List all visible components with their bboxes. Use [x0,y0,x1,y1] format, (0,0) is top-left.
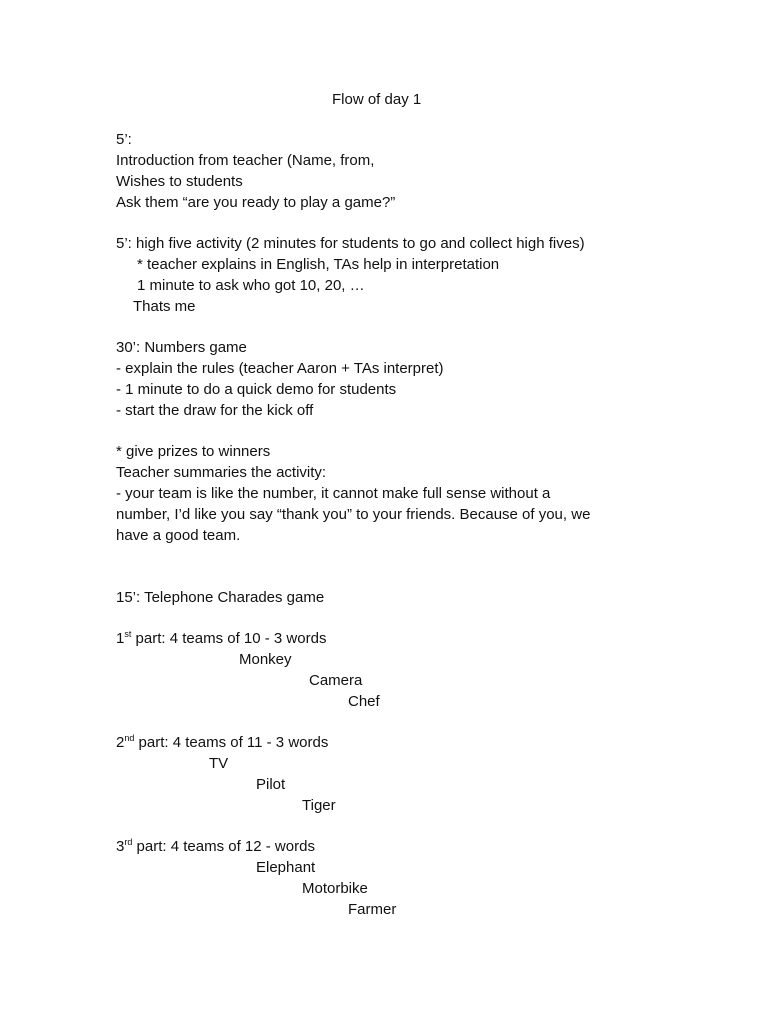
numbers-line: - start the draw for the kick off [116,402,314,419]
charades-word: Pilot [256,776,286,793]
intro-time: 5’: [116,131,132,148]
summary-line: * give prizes to winners [116,443,271,460]
high-five-heading: 5’: high five activity (2 minutes for students to go and collect high fives) [116,235,585,252]
charades-word: Tiger [302,797,336,814]
summary-line: number, I’d like you say “thank you” to your friends. Because of you, we [116,506,591,523]
numbers-line: - explain the rules (teacher Aaron + TAs interpret) [116,360,444,377]
page-title: Flow of day 1 [332,91,422,108]
high-five-line: Thats me [133,298,196,315]
charades-part-heading [116,629,326,649]
numbers-line: - 1 minute to do a quick demo for students [116,381,397,398]
charades-word: TV [209,755,229,772]
part-description: part: 4 teams of 10 - 3 words [131,630,327,647]
part-ordinal-suffix: st [124,629,132,639]
part-number: 2 [116,734,125,751]
intro-line: Introduction from teacher (Name, from, [116,152,375,169]
part-ordinal-suffix: rd [124,837,133,847]
charades-word: Chef [348,693,380,710]
charades-word: Motorbike [302,880,368,897]
summary-line: have a good team. [116,527,241,544]
part-number: 1 [116,630,125,647]
high-five-line: * teacher explains in English, TAs help in interpretation [137,256,500,273]
intro-line: Ask them “are you ready to play a game?” [116,194,396,211]
charades-word: Camera [309,672,363,689]
part-number: 3 [116,838,125,855]
charades-part-heading [116,733,328,753]
summary-line: - your team is like the number, it cannot make full sense without a [116,485,551,502]
part-description: part: 4 teams of 11 - 3 words [134,734,329,751]
charades-part-heading [116,837,315,857]
intro-line: Wishes to students [116,173,243,190]
charades-heading: 15’: Telephone Charades game [116,589,325,606]
part-ordinal-suffix: nd [124,733,135,743]
high-five-line: 1 minute to ask who got 10, 20, … [137,277,365,294]
part-description: part: 4 teams of 12 - words [132,838,315,855]
summary-line: Teacher summaries the activity: [116,464,327,481]
charades-word: Farmer [348,901,397,918]
numbers-heading: 30’: Numbers game [116,339,247,356]
charades-word: Elephant [256,859,316,876]
charades-word: Monkey [239,651,292,668]
